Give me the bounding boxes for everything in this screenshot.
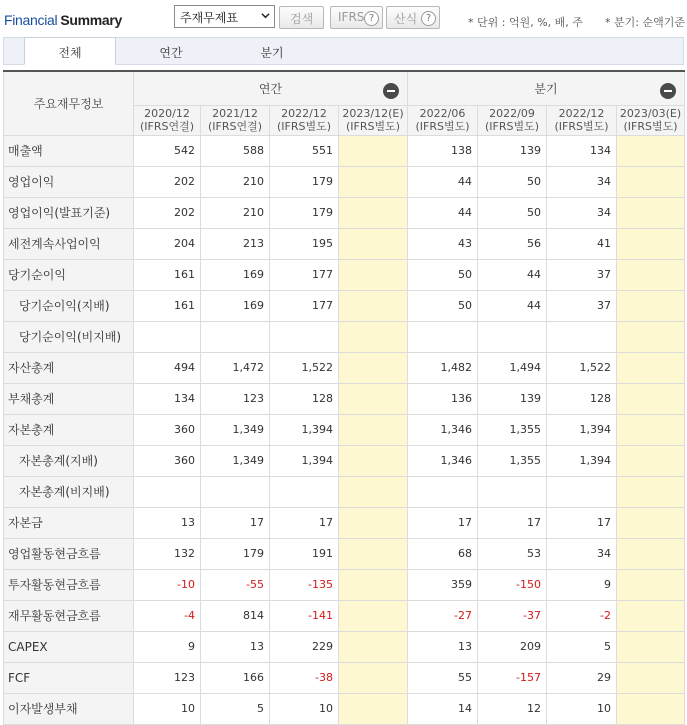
row-label: 재무활동현금흐름	[4, 600, 134, 631]
table-cell: 588	[201, 135, 270, 166]
period-header	[201, 105, 270, 135]
search-button[interactable]: 검색	[279, 6, 324, 29]
table-cell	[617, 414, 685, 445]
statement-type-value: 주재무제표	[180, 11, 238, 25]
period-date: 2023/12(E)	[342, 107, 404, 120]
table-cell: 44	[408, 197, 478, 228]
period-header	[408, 105, 478, 135]
table-cell: 123	[134, 662, 201, 693]
period-date: 2020/12	[144, 107, 190, 120]
table-cell: 210	[201, 197, 270, 228]
table-cell	[339, 600, 408, 631]
table-cell: -38	[270, 662, 339, 693]
table-cell	[339, 259, 408, 290]
page-title	[4, 12, 122, 28]
table-cell: 37	[547, 290, 617, 321]
table-cell: 13	[408, 631, 478, 662]
table-cell	[339, 631, 408, 662]
period-basis: (IFRS연결)	[139, 120, 195, 133]
table-cell: 132	[134, 538, 201, 569]
row-label: 영업이익(발표기준)	[4, 197, 134, 228]
table-cell: 229	[270, 631, 339, 662]
table-cell	[547, 321, 617, 352]
row-label: FCF	[4, 662, 134, 693]
table-cell	[617, 662, 685, 693]
help-icon: ?	[421, 11, 436, 26]
table-cell: 56	[478, 228, 547, 259]
table-cell	[270, 476, 339, 507]
table-cell	[617, 352, 685, 383]
table-cell	[339, 135, 408, 166]
table-cell: 10	[547, 693, 617, 724]
table-cell: 9	[134, 631, 201, 662]
table-cell	[339, 445, 408, 476]
table-row	[4, 228, 685, 259]
table-cell	[478, 321, 547, 352]
table-cell: 169	[201, 290, 270, 321]
period-basis: (IFRS별도)	[554, 120, 609, 133]
row-label: 자본총계(지배)	[4, 445, 134, 476]
row-label: 자산총계	[4, 352, 134, 383]
period-header	[547, 105, 617, 135]
table-cell	[617, 290, 685, 321]
period-basis: (IFRS별도)	[415, 120, 470, 133]
tab-annual[interactable]: 연간	[159, 46, 183, 60]
header-group-annual	[134, 71, 408, 105]
table-cell	[617, 135, 685, 166]
table-cell: 10	[270, 693, 339, 724]
period-date: 2022/09	[489, 107, 535, 120]
table-cell	[339, 290, 408, 321]
period-header	[339, 105, 408, 135]
row-label: 매출액	[4, 135, 134, 166]
table-cell: 123	[201, 383, 270, 414]
table-row	[4, 135, 685, 166]
table-cell: 44	[478, 290, 547, 321]
table-cell: 166	[201, 662, 270, 693]
header-group-quarterly	[408, 71, 685, 105]
table-cell: 179	[270, 197, 339, 228]
table-cell: 1,346	[408, 414, 478, 445]
table-cell: 1,355	[478, 445, 547, 476]
table-cell: 5	[201, 693, 270, 724]
table-cell: 138	[408, 135, 478, 166]
table-cell: 5	[547, 631, 617, 662]
table-cell: 1,349	[201, 445, 270, 476]
table-cell: 1,394	[547, 414, 617, 445]
collapse-quarterly-icon[interactable]	[660, 83, 676, 99]
table-cell: 1,349	[201, 414, 270, 445]
period-date: 2022/12	[558, 107, 605, 120]
header-key-financials: 주요재무정보	[4, 71, 134, 135]
table-cell: 1,346	[408, 445, 478, 476]
period-header	[134, 105, 201, 135]
table-cell	[408, 476, 478, 507]
table-cell: 177	[270, 259, 339, 290]
table-cell	[617, 445, 685, 476]
collapse-annual-icon[interactable]	[383, 83, 399, 99]
table-cell: 1,494	[478, 352, 547, 383]
table-cell: 139	[478, 383, 547, 414]
table-cell: 204	[134, 228, 201, 259]
table-cell: 17	[270, 507, 339, 538]
table-row	[4, 321, 685, 352]
table-cell	[339, 166, 408, 197]
table-cell	[617, 600, 685, 631]
table-cell	[339, 352, 408, 383]
table-cell: 542	[134, 135, 201, 166]
period-tabs	[3, 37, 684, 65]
table-cell: 9	[547, 569, 617, 600]
table-row	[4, 569, 685, 600]
table-cell	[339, 507, 408, 538]
table-cell: 12	[478, 693, 547, 724]
period-basis: (IFRS별도)	[276, 120, 332, 133]
table-row	[4, 290, 685, 321]
table-cell: 1,522	[547, 352, 617, 383]
chevron-down-icon	[261, 11, 270, 20]
table-cell	[339, 228, 408, 259]
table-cell	[547, 476, 617, 507]
table-cell	[201, 321, 270, 352]
period-basis: (IFRS별도)	[484, 120, 540, 133]
table-cell: 1,472	[201, 352, 270, 383]
table-cell	[339, 693, 408, 724]
table-row	[4, 507, 685, 538]
period-header	[478, 105, 547, 135]
formula-button[interactable]	[386, 6, 440, 29]
table-cell: 359	[408, 569, 478, 600]
row-label: 자본총계(비지배)	[4, 476, 134, 507]
table-cell: 161	[134, 259, 201, 290]
row-label: 당기순이익	[4, 259, 134, 290]
table-cell: 34	[547, 166, 617, 197]
table-row	[4, 445, 685, 476]
period-basis: (IFRS별도)	[623, 120, 678, 133]
table-cell	[339, 414, 408, 445]
table-cell	[339, 662, 408, 693]
table-cell: 551	[270, 135, 339, 166]
table-cell: 37	[547, 259, 617, 290]
table-cell: 29	[547, 662, 617, 693]
table-cell: 34	[547, 538, 617, 569]
table-cell: 68	[408, 538, 478, 569]
table-row	[4, 538, 685, 569]
table-cell: 17	[478, 507, 547, 538]
table-cell	[617, 166, 685, 197]
table-cell: 55	[408, 662, 478, 693]
table-cell: 44	[408, 166, 478, 197]
table-cell	[134, 476, 201, 507]
table-cell	[201, 476, 270, 507]
table-cell	[339, 569, 408, 600]
table-row	[4, 662, 685, 693]
table-row	[4, 414, 685, 445]
table-cell	[339, 538, 408, 569]
statement-type-select[interactable]	[174, 5, 275, 28]
table-cell: 179	[201, 538, 270, 569]
table-cell: 139	[478, 135, 547, 166]
table-cell	[339, 383, 408, 414]
row-label: 당기순이익(비지배)	[4, 321, 134, 352]
table-cell: 128	[547, 383, 617, 414]
table-cell: -157	[478, 662, 547, 693]
table-cell	[339, 197, 408, 228]
table-cell	[617, 538, 685, 569]
table-cell	[478, 476, 547, 507]
table-cell: 13	[201, 631, 270, 662]
quarter-note: * 분기: 순액기준	[605, 16, 685, 29]
unit-note: * 단위 : 억원, %, 배, 주	[468, 16, 583, 29]
row-label: 자본금	[4, 507, 134, 538]
table-cell: 494	[134, 352, 201, 383]
table-cell: -141	[270, 600, 339, 631]
table-cell: 134	[547, 135, 617, 166]
period-header	[617, 105, 685, 135]
table-cell	[270, 321, 339, 352]
table-cell: 191	[270, 538, 339, 569]
table-cell	[339, 476, 408, 507]
period-basis: (IFRS연결)	[207, 120, 263, 133]
table-cell: 210	[201, 166, 270, 197]
table-cell	[617, 259, 685, 290]
table-cell: 360	[134, 414, 201, 445]
table-cell: 44	[478, 259, 547, 290]
row-label: 영업이익	[4, 166, 134, 197]
table-cell: 41	[547, 228, 617, 259]
table-cell	[617, 228, 685, 259]
table-cell: 360	[134, 445, 201, 476]
row-label: 당기순이익(지배)	[4, 290, 134, 321]
table-cell: -55	[201, 569, 270, 600]
table-cell: 1,522	[270, 352, 339, 383]
table-cell: -10	[134, 569, 201, 600]
table-cell: 17	[201, 507, 270, 538]
period-date: 2022/12	[281, 107, 327, 120]
page-title-summary: Summary	[60, 12, 123, 28]
table-row	[4, 166, 685, 197]
row-label: 투자활동현금흐름	[4, 569, 134, 600]
table-cell: 50	[478, 166, 547, 197]
table-cell: 202	[134, 166, 201, 197]
table-cell	[617, 476, 685, 507]
table-cell: 17	[547, 507, 617, 538]
table-cell: 1,394	[270, 445, 339, 476]
help-icon: ?	[364, 11, 379, 26]
table-cell	[617, 321, 685, 352]
table-cell: 128	[270, 383, 339, 414]
table-row	[4, 600, 685, 631]
table-cell: 169	[201, 259, 270, 290]
row-label: CAPEX	[4, 631, 134, 662]
financial-summary-table	[3, 70, 685, 725]
table-cell: 202	[134, 197, 201, 228]
table-cell	[617, 693, 685, 724]
table-row	[4, 383, 685, 414]
table-cell: 209	[478, 631, 547, 662]
table-cell: 134	[134, 383, 201, 414]
toolbar	[0, 0, 687, 36]
table-cell: 13	[134, 507, 201, 538]
table-cell: -27	[408, 600, 478, 631]
page-title-financial: Financial	[4, 12, 58, 28]
table-cell	[617, 569, 685, 600]
period-basis: (IFRS별도)	[345, 120, 401, 133]
row-label: 자본총계	[4, 414, 134, 445]
table-cell: 179	[270, 166, 339, 197]
table-cell: 195	[270, 228, 339, 259]
table-cell: 50	[478, 197, 547, 228]
table-cell: 14	[408, 693, 478, 724]
table-cell	[339, 321, 408, 352]
formula-label: 산식	[394, 12, 418, 26]
table-cell: 1,394	[547, 445, 617, 476]
table-cell: 1,482	[408, 352, 478, 383]
table-cell	[134, 321, 201, 352]
table-cell: 50	[408, 290, 478, 321]
table-cell: 136	[408, 383, 478, 414]
table-cell: 814	[201, 600, 270, 631]
table-cell: 43	[408, 228, 478, 259]
period-date: 2022/06	[419, 107, 466, 120]
table-cell: 161	[134, 290, 201, 321]
table-cell: 34	[547, 197, 617, 228]
row-label: 세전계속사업이익	[4, 228, 134, 259]
table-cell: 1,355	[478, 414, 547, 445]
row-label: 부채총계	[4, 383, 134, 414]
table-cell: 53	[478, 538, 547, 569]
header-group-quarterly-label: 분기	[534, 81, 558, 96]
period-header	[270, 105, 339, 135]
period-date: 2023/03(E)	[619, 107, 682, 120]
period-date: 2021/12	[212, 107, 258, 120]
table-cell	[408, 321, 478, 352]
table-cell	[617, 631, 685, 662]
tab-all[interactable]: 전체	[24, 37, 116, 65]
table-cell	[617, 197, 685, 228]
tab-quarterly[interactable]: 분기	[260, 46, 284, 60]
ifrs-button[interactable]	[330, 6, 383, 29]
table-cell: -37	[478, 600, 547, 631]
table-cell	[617, 507, 685, 538]
ifrs-label: IFRS	[338, 10, 365, 24]
table-cell	[617, 383, 685, 414]
table-row	[4, 693, 685, 724]
table-cell: 1,394	[270, 414, 339, 445]
table-cell: -2	[547, 600, 617, 631]
table-row	[4, 352, 685, 383]
table-cell: 10	[134, 693, 201, 724]
table-cell: -135	[270, 569, 339, 600]
table-row	[4, 259, 685, 290]
row-label: 영업활동현금흐름	[4, 538, 134, 569]
table-cell: -4	[134, 600, 201, 631]
table-cell: 17	[408, 507, 478, 538]
table-cell: 213	[201, 228, 270, 259]
header-group-annual-label: 연간	[258, 81, 283, 96]
row-label: 이자발생부채	[4, 693, 134, 724]
table-cell: 177	[270, 290, 339, 321]
table-cell: 50	[408, 259, 478, 290]
table-row	[4, 631, 685, 662]
table-row	[4, 476, 685, 507]
table-row	[4, 197, 685, 228]
table-cell: -150	[478, 569, 547, 600]
